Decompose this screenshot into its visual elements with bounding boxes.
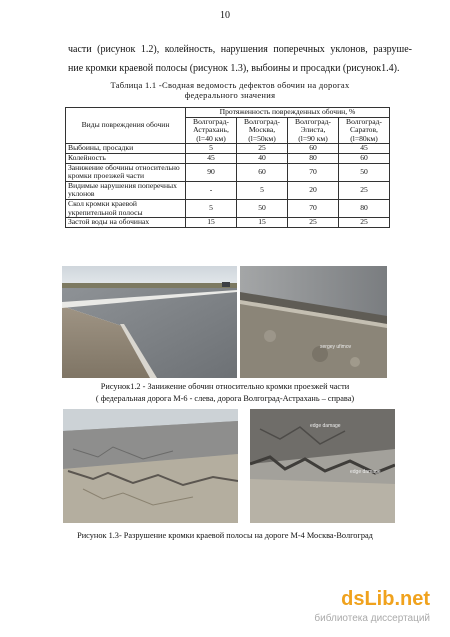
cell-value: 25 [339, 181, 390, 199]
table-row [66, 163, 390, 181]
column-header [237, 117, 288, 144]
column-header-line: (l=90 км) [298, 133, 328, 143]
cell-value: 60 [339, 153, 390, 163]
row-label: Видимые нарушения поперечных уклонов [66, 181, 186, 199]
table-caption-line-1: Таблица 1.1 -Сводная ведомость дефектов обочин на дорогах [110, 80, 350, 90]
group-header-label: Протяженность поврежденных обочин, % [219, 107, 356, 116]
column-header-line: Элиста, [300, 125, 326, 135]
table-caption-line-2: федерального значения [184, 90, 276, 100]
figure-1-3-caption: Рисунок 1.3- Разрушение кромки краевой полосы на дороге М-4 Москва-Волгоград [77, 531, 373, 540]
cell-value: 15 [237, 218, 288, 228]
dslib-logo[interactable] [314, 588, 440, 632]
defects-table [65, 107, 390, 228]
cell-value: 25 [237, 144, 288, 154]
row-label: Застой воды на обочинах [66, 218, 186, 228]
row-label: Выбоины, просадки [66, 144, 186, 154]
cell-value: 25 [339, 218, 390, 228]
column-header-line: Волгоград- [346, 116, 382, 126]
cell-value: 40 [237, 153, 288, 163]
cell-value: 50 [237, 199, 288, 217]
column-header-line: Саратов, [350, 125, 378, 135]
table-row [66, 144, 390, 154]
column-header-line: (l=40 км) [196, 133, 226, 143]
road-photo-m6 [62, 266, 237, 378]
row-header-label: Виды повреждения обочин [81, 120, 170, 130]
table-row [66, 153, 390, 163]
cell-value: 90 [186, 163, 237, 181]
edge-damage-photo-right [250, 409, 395, 523]
cell-value: 70 [288, 199, 339, 217]
cell-value: - [186, 181, 237, 199]
figure-1-2-caption-line-1: Рисунок1.2 - Занижение обочин относительно кромки проезжей части [100, 382, 350, 391]
cell-value: 80 [339, 199, 390, 217]
row-header-cell [66, 108, 186, 144]
cell-value: 60 [288, 144, 339, 154]
cell-value: 5 [237, 181, 288, 199]
road-photo-va-drawing [240, 266, 387, 378]
edge-damage-left-drawing [63, 409, 238, 523]
cell-value: 25 [288, 218, 339, 228]
photo-label: edge damage [350, 469, 381, 475]
column-header-line: (l=80км) [350, 133, 378, 143]
column-header [288, 117, 339, 144]
figure-1-2-caption-line-2: ( федеральная дорога М-6 - слева, дорога Волгоград-Астрахань – справа) [95, 394, 355, 403]
road-photo-m6-drawing [62, 266, 237, 378]
table-row [66, 199, 390, 217]
cell-value: 45 [186, 153, 237, 163]
column-header-line: Астрахань, [193, 125, 229, 135]
body-text-line-1: части (рисунок 1.2), колейность, нарушения поперечных уклонов, разруше- [68, 44, 412, 55]
cell-value: 60 [237, 163, 288, 181]
column-header-line: Москва, [248, 125, 276, 135]
body-text-line-2: ние кромки краевой полосы (рисунок 1.3), выбоины и просадки (рисунок1.4). [68, 63, 400, 74]
dslib-logo-subtitle: библиотека диссертаций [314, 613, 430, 624]
table-header-row [66, 108, 390, 118]
cell-value: 50 [339, 163, 390, 181]
photo-label: edge damage [310, 423, 341, 429]
cell-value: 5 [186, 144, 237, 154]
edge-damage-photo-left [63, 409, 238, 523]
cell-value: 15 [186, 218, 237, 228]
row-label: Скол кромки краевой укрепительной полосы [66, 199, 186, 217]
page-number: 10 [220, 10, 230, 21]
cell-value: 5 [186, 199, 237, 217]
table-row [66, 181, 390, 199]
row-label: Колейность [66, 153, 186, 163]
group-header-cell [186, 108, 390, 118]
column-header-line: Волгоград- [244, 116, 280, 126]
cell-value: 70 [288, 163, 339, 181]
cell-value: 80 [288, 153, 339, 163]
column-header [339, 117, 390, 144]
column-header-line: Волгоград- [193, 116, 229, 126]
table-row [66, 218, 390, 228]
cell-value: 45 [339, 144, 390, 154]
column-header-line: (l=50км) [248, 133, 276, 143]
photo-watermark: sergey ufimov [320, 344, 352, 350]
dslib-logo-text: dsLib.net [341, 588, 430, 610]
column-header [186, 117, 237, 144]
cell-value: 20 [288, 181, 339, 199]
row-label: Занижение обочины относительно кромки проезжей части [66, 163, 186, 181]
column-header-line: Волгоград- [295, 116, 331, 126]
road-photo-volgograd-astrakhan [240, 266, 387, 378]
